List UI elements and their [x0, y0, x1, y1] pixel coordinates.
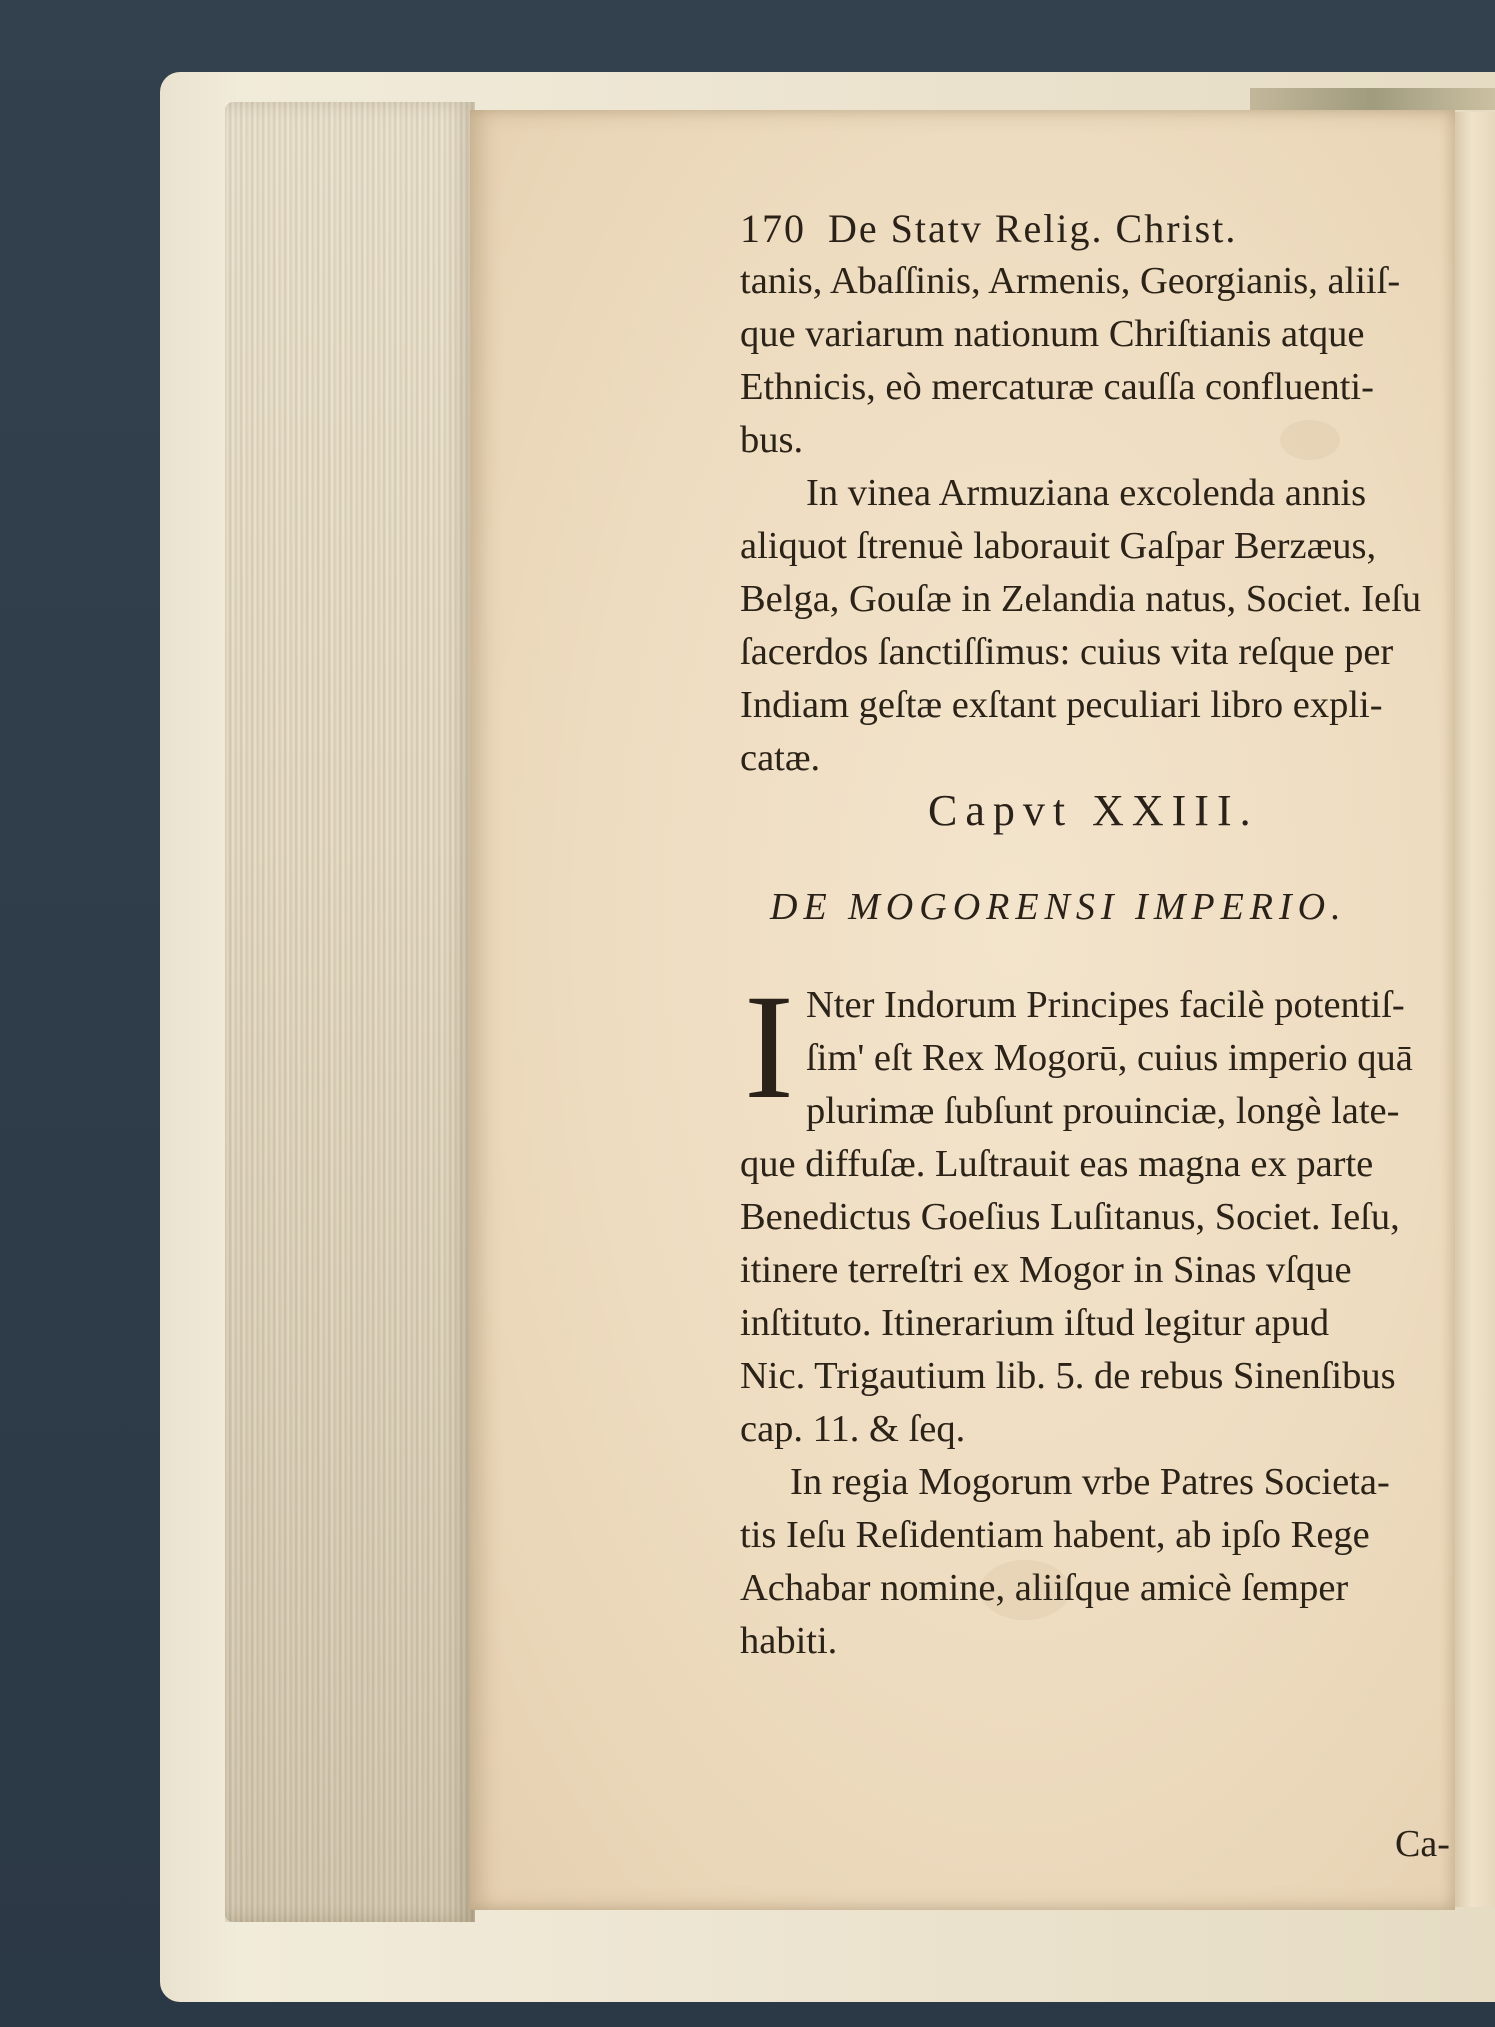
running-title: De Statv Relig. Christ. [828, 206, 1238, 251]
text-line: Ethnicis, eò mercaturæ cauſſa confluenti- [740, 366, 1374, 408]
text-line: Achabar nomine, aliiſque amicè ſemper [740, 1567, 1349, 1609]
text-line: bus. [740, 419, 804, 461]
text-line: que variarum nationum Chriſtianis atque [740, 313, 1365, 355]
paper-stain [1280, 420, 1340, 460]
facing-page-edge [1455, 112, 1495, 1907]
text-line: tanis, Abaſſinis, Armenis, Georgianis, aliiſ- [740, 260, 1401, 302]
chapter-heading: Capvt XXIII. [928, 786, 1259, 835]
text-line: In vinea Armuziana excolenda annis [806, 472, 1367, 514]
text-line: que diffuſæ. Luſtrauit eas magna ex parte [740, 1143, 1374, 1185]
running-head [740, 205, 1237, 252]
text-line: Nter Indorum Principes facilè potentiſ- [806, 984, 1405, 1026]
text-line: cap. 11. & ſeq. [740, 1408, 966, 1450]
text-line: itinere terreſtri ex Mogor in Sinas vſque [740, 1249, 1352, 1291]
text-line: Benedictus Goeſius Luſitanus, Societ. Ieſu, [740, 1196, 1400, 1238]
text-line: catæ. [740, 737, 821, 779]
page-number: 170 [740, 206, 806, 251]
text-line: aliquot ſtrenuè laborauit Gaſpar Berzæus, [740, 525, 1377, 567]
text-line: plurimæ ſubſunt prouinciæ, longè late- [806, 1090, 1400, 1132]
page-edges [225, 102, 475, 1922]
text-line: In regia Mogorum vrbe Patres Societa- [790, 1461, 1390, 1503]
text-line: tis Ieſu Reſidentiam habent, ab ipſo Rege [740, 1514, 1370, 1556]
text-line: habiti. [740, 1620, 838, 1662]
text-line: Nic. Trigautium lib. 5. de rebus Sinenſibus [740, 1355, 1396, 1397]
binding-edge-strip [1250, 88, 1495, 110]
text-line: Belga, Gouſæ in Zelandia natus, Societ. Ieſu [740, 578, 1422, 620]
text-line: ſim' eſt Rex Mogorū, cuius imperio quā [806, 1037, 1413, 1079]
drop-cap: I [744, 964, 794, 1130]
text-line: ſacerdos ſanctiſſimus: cuius vita reſque per [740, 631, 1394, 673]
text-line: Indiam geſtæ exſtant peculiari libro expli- [740, 684, 1383, 726]
catchword: Ca- [1395, 1823, 1450, 1865]
text-line: inſtituto. Itinerarium iſtud legitur apud [740, 1302, 1330, 1344]
chapter-subtitle: DE MOGORENSI IMPERIO. [770, 886, 1347, 928]
